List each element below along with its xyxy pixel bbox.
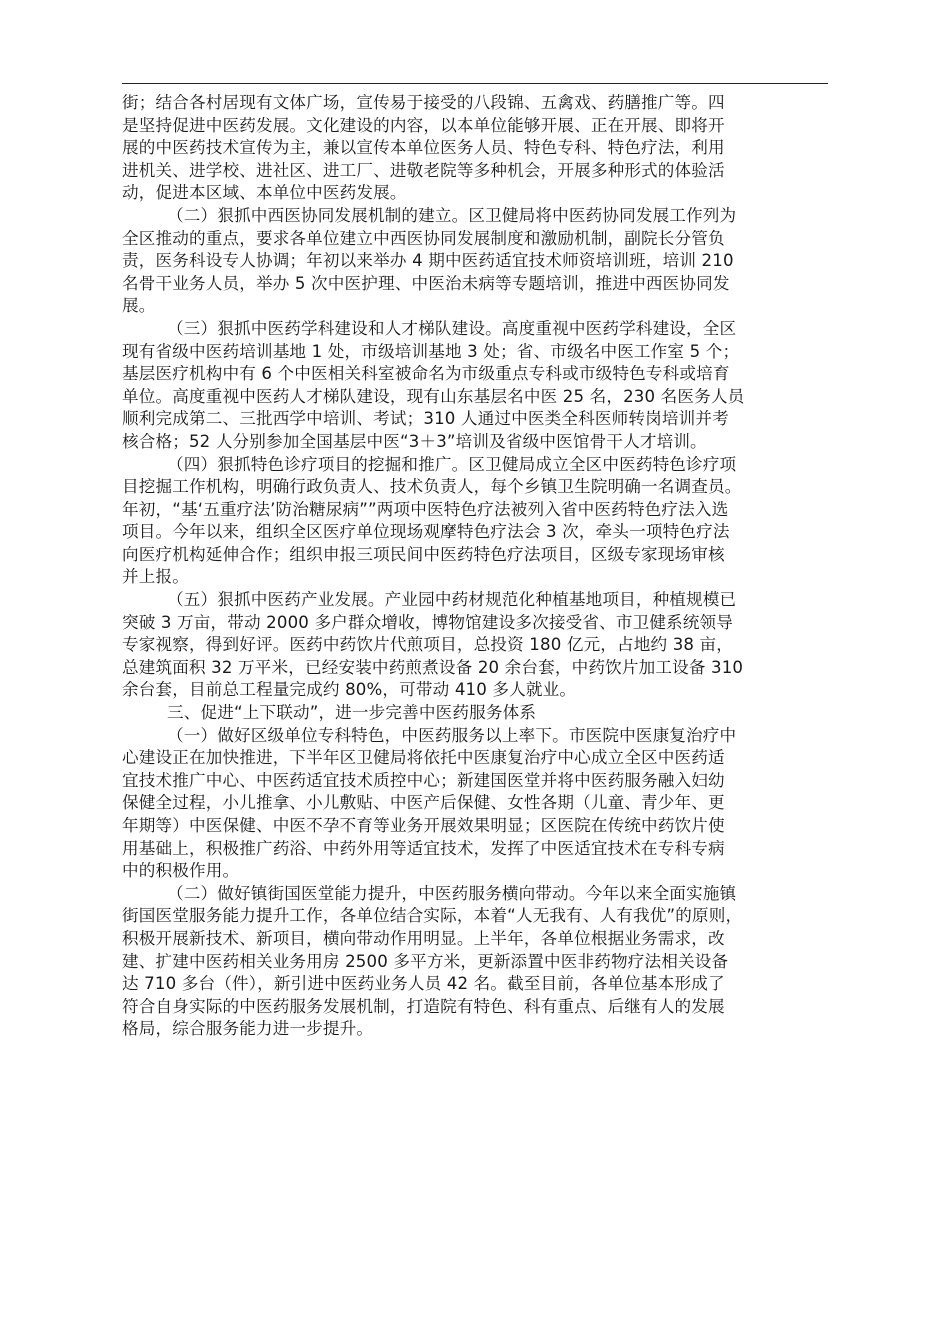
text-line: 年初，“基‘五重疗法’防治糖尿病””两项中医特色疗法被列入省中医药特色疗法入选 <box>122 499 729 519</box>
text-line: 向医疗机构延伸合作；组织申报三项民间中医药特色疗法项目，区级专家现场审核 <box>122 544 725 564</box>
text-line: （一）做好区级单位专科特色，中医药服务以上率下。市医院中医康复治疗中 <box>167 725 737 745</box>
text-line: （二）狠抓中西医协同发展机制的建立。区卫健局将中医药协同发展工作列为 <box>167 205 737 225</box>
text-line: 建、扩建中医药相关业务用房 2500 多平方米，更新添置中医非药物疗法相关设备 <box>122 951 729 971</box>
text-line: 进机关、进学校、进社区、进工厂、进敬老院等多种机会，开展多种形式的体验活 <box>122 160 725 180</box>
text-line: 项目。今年以来，组织全区医疗单位现场观摩特色疗法会 3 次，牵头一项特色疗法 <box>122 522 730 542</box>
text-line: 符合自身实际的中医药服务发展机制，打造院有特色、科有重点、后继有人的发展 <box>122 996 725 1016</box>
text-line: 并上报。 <box>122 567 189 587</box>
text-line: 全区推动的重点，要求各单位建立中西医协同发展制度和激励机制，副院长分管负 <box>122 228 725 248</box>
text-line: 宜技术推广中心、中医药适宜技术质控中心；新建国医堂并将中医药服务融入妇幼 <box>122 770 725 790</box>
text-line: 现有省级中医药培训基地 1 处，市级培训基地 3 处；省、市级名中医工作室 5 个； <box>122 341 740 361</box>
text-line: 年期等）中医保健、中医不孕不育等业务开展效果明显；区医院在传统中药饮片使 <box>122 816 725 835</box>
text-line: 保健全过程，小儿推拿、小儿敷贴、中医产后保健、女性各期（儿童、青少年、更 <box>122 793 725 813</box>
text-line: 名骨干业务人员，举办 5 次中医护理、中医治未病等专题培训，推进中西医协同发 <box>122 273 730 293</box>
text-line: 街国医堂服务能力提升工作，各单位结合实际，本着“人无我有、人有我优”的原则， <box>122 906 743 926</box>
text-line: 展。 <box>122 296 156 316</box>
text-line: 总建筑面积 32 万平米，已经安装中药煎煮设备 20 余台套，中药饮片加工设备 310 <box>122 657 744 677</box>
text-line: （三）狠抓中医药学科建设和人才梯队建设。高度重视中医药学科建设，全区 <box>167 318 737 338</box>
text-line: 突破 3 万亩，带动 2000 多户群众增收，博物馆建设多次接受省、市卫健系统领导 <box>122 612 734 632</box>
text-line: 积极开展新技术、新项目，横向带动作用明显。上半年，各单位根据业务需求，改 <box>122 928 725 948</box>
text-line: （四）狠抓特色诊疗项目的挖掘和推广。区卫健局成立全区中医药特色诊疗项 <box>167 454 737 474</box>
document-body <box>122 92 830 1041</box>
text-line: 动，促进本区域、本单位中医药发展。 <box>122 183 407 203</box>
text-line: 责，医务科设专人协调；年初以来举办 4 期中医药适宜技术师资培训班，培训 210 <box>122 251 734 271</box>
text-line: 展的中医药技术宣传为主，兼以宣传本单位医务人员、特色专科、特色疗法，利用 <box>122 138 725 158</box>
text-line: 三、促进“上下联动”，进一步完善中医药服务体系 <box>167 703 537 723</box>
text-line: 顺利完成第二、三批西学中培训、考试；310 人通过中医类全科医师转岗培训并考 <box>122 409 729 429</box>
header-rule <box>122 83 828 84</box>
text-line: 专家视察，得到好评。医药中药饮片代煎项目，总投资 180 亿元，占地约 38 亩， <box>122 635 734 655</box>
text-line: 单位。高度重视中医药人才梯队建设，现有山东基层名中医 25 名，230 名医务人员 <box>122 386 745 406</box>
text-line: 基层医疗机构中有 6 个中医相关科室被命名为市级重点专科或市级特色专科或培育 <box>122 364 730 384</box>
text-line: 是坚持促进中医药发展。文化建设的内容，以本单位能够开展、正在开展、即将开 <box>122 115 725 135</box>
text-line: （五）狠抓中医药产业发展。产业园中药材规范化种植基地项目，种植规模已 <box>167 590 737 610</box>
text-line: 格局，综合服务能力进一步提升。 <box>122 1019 374 1039</box>
text-line: （二）做好镇街国医堂能力提升，中医药服务横向带动。今年以来全面实施镇 <box>167 883 737 903</box>
text-line: 目挖掘工作机构，明确行政负责人、技术负责人，每个乡镇卫生院明确一名调查员。 <box>122 477 742 497</box>
text-line: 达 710 多台（件），新引进中医药业务人员 42 名。截至目前，各单位基本形成了 <box>122 974 725 994</box>
text-line: 街；结合各村居现有文体广场，宣传易于接受的八段锦、五禽戏、药膳推广等。四 <box>122 93 725 112</box>
text-line: 心建设正在加快推进，下半年区卫健局将依托中医康复治疗中心成立全区中医药适 <box>122 748 725 768</box>
text-line: 中的积极作用。 <box>122 861 240 881</box>
text-line: 余台套，目前总工程量完成约 80%，可带动 410 多人就业。 <box>122 680 577 700</box>
text-line: 用基础上，积极推广药浴、中药外用等适宜技术，发挥了中医适宜技术在专科专病 <box>122 838 725 858</box>
text-line: 核合格；52 人分别参加全国基层中医“3＋3”培训及省级中医馆骨干人才培训。 <box>122 431 707 451</box>
